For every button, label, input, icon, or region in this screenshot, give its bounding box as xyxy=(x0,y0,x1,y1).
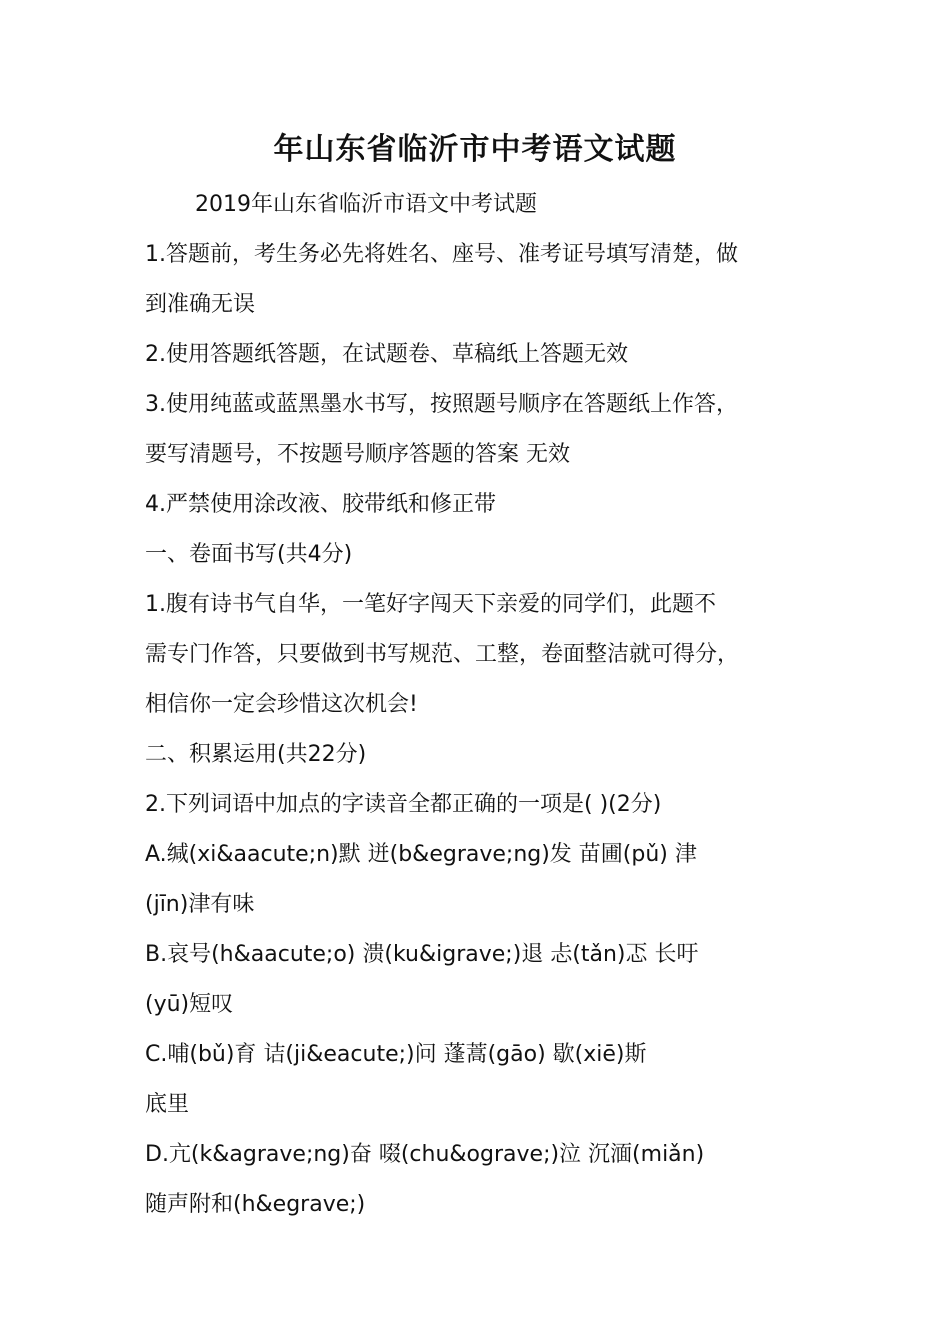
instruction-1-cont: 到准确无误 xyxy=(145,292,256,317)
instruction-2: 2.使用答题纸答题，在试题卷、草稿纸上答题无效 xyxy=(145,342,628,367)
option-a: A.缄(xi&aacute;n)默 迸(b&egrave;ng)发 苗圃(pǔ) 津 xyxy=(145,842,697,867)
question-1-cont: 需专门作答，只要做到书写规范、工整，卷面整洁就可得分， xyxy=(145,642,740,667)
subtitle-line: 2019年山东省临沂市语文中考试题 xyxy=(195,192,537,217)
instruction-3: 3.使用纯蓝或蓝黑墨水书写，按照题号顺序在答题纸上作答， xyxy=(145,392,738,417)
document-body xyxy=(145,180,845,1230)
option-b-cont: (yū)短叹 xyxy=(145,992,234,1017)
instruction-4: 4.严禁使用涂改液、胶带纸和修正带 xyxy=(145,492,496,517)
question-1-cont-2: 相信你一定会珍惜这次机会! xyxy=(145,692,418,717)
document-title: 年山东省临沂市中考语文试题 xyxy=(273,132,677,167)
instruction-1: 1.答题前，考生务必先将姓名、座号、准考证号填写清楚，做 xyxy=(145,242,738,267)
option-c-cont: 底里 xyxy=(145,1092,190,1117)
section-heading-1: 一、卷面书写(共4分) xyxy=(145,542,353,567)
option-a-cont: (jīn)津有味 xyxy=(145,892,255,917)
option-b: B.哀号(h&aacute;o) 溃(ku&igrave;)退 忐(tǎn)忑 长吁 xyxy=(145,942,699,967)
option-d: D.亢(k&agrave;ng)奋 啜(chu&ograve;)泣 沉湎(miǎn) xyxy=(145,1142,705,1167)
option-c: C.哺(bǔ)育 诘(ji&eacute;)问 蓬蒿(gāo) 歇(xiē)斯 xyxy=(145,1042,647,1067)
section-heading-2: 二、积累运用(共22分) xyxy=(145,742,367,767)
question-2: 2.下列词语中加点的字读音全都正确的一项是( )(2分) xyxy=(145,792,662,817)
question-1: 1.腹有诗书气自华，一笔好字闯天下亲爱的同学们，此题不 xyxy=(145,592,716,617)
option-d-cont: 随声附和(h&egrave;) xyxy=(145,1192,366,1217)
instruction-3-cont: 要写清题号，不按题号顺序答题的答案 无效 xyxy=(145,442,570,467)
